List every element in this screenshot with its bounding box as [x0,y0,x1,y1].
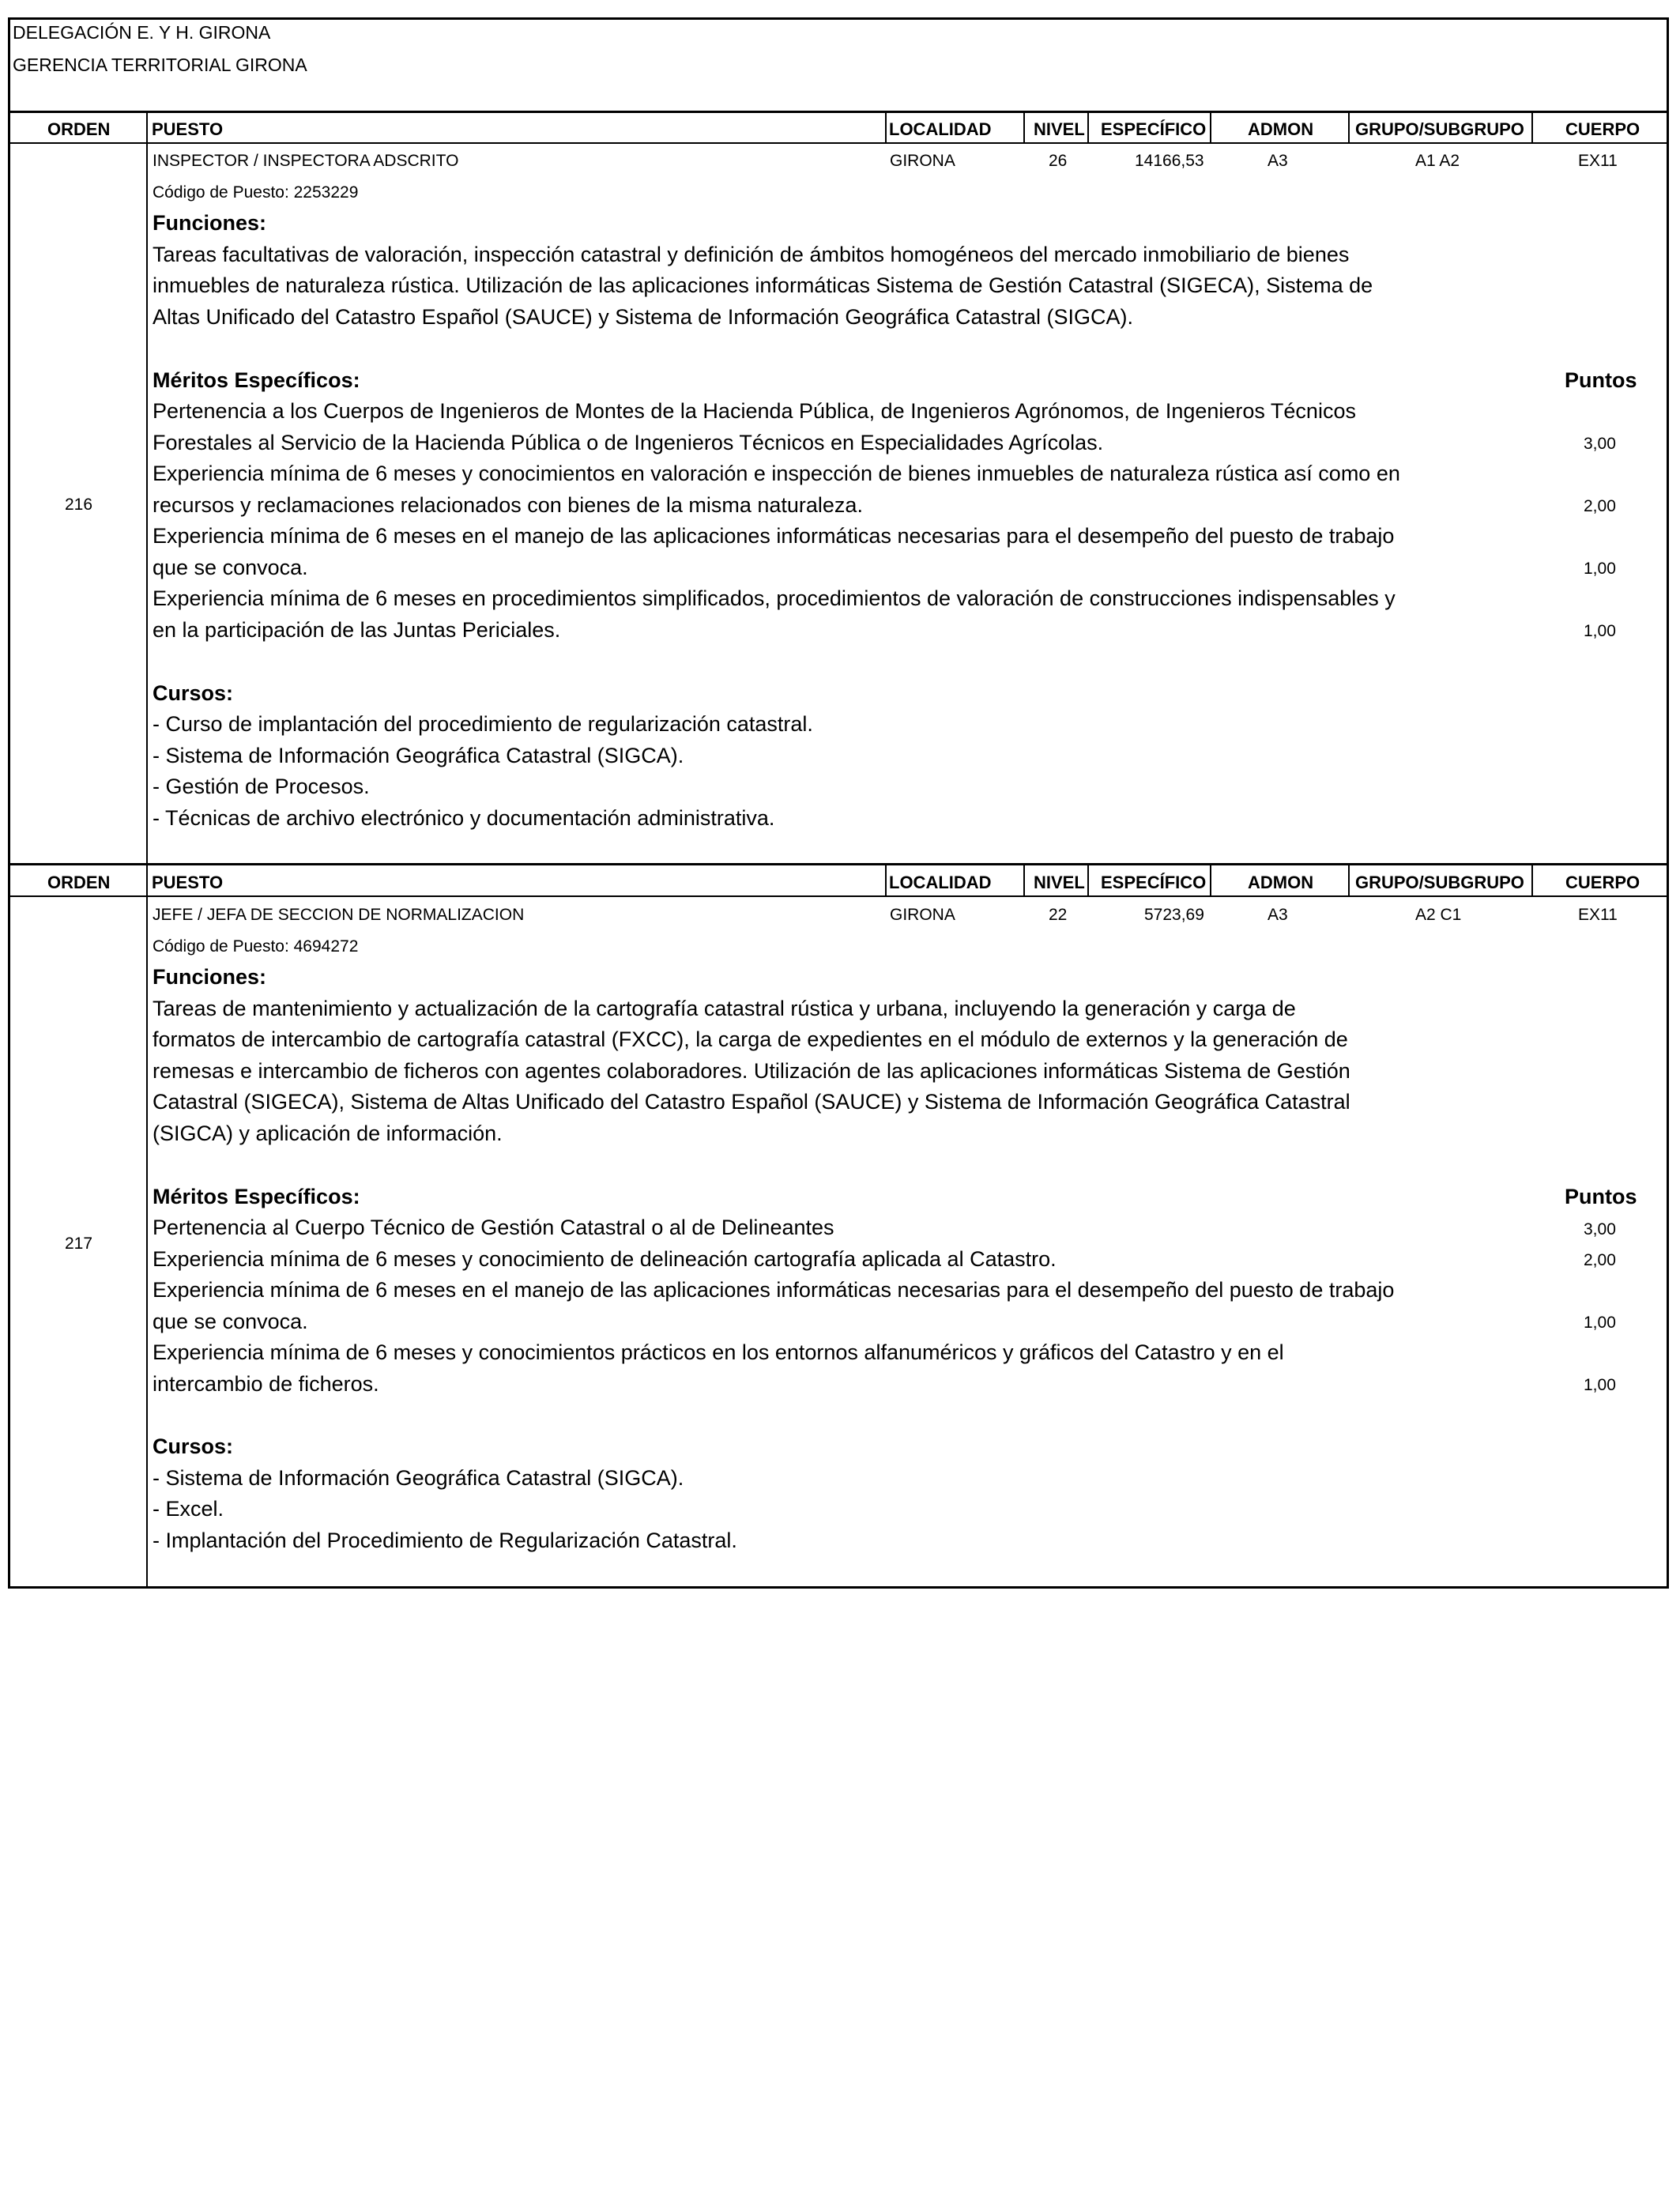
merito-puntos: 1,00 [1584,1376,1616,1394]
puntos-heading: Puntos [1565,368,1637,392]
merito-line: Pertenencia al Cuerpo Técnico de Gestión Catastral o al de Delineantes [153,1216,834,1239]
nivel-value: 26 [1049,152,1068,170]
merito-line: Experiencia mínima de 6 meses en el manejo de las aplicaciones informáticas necesarias para el desempeño del puesto de trabajo [153,1278,1395,1302]
codigo-puesto: Código de Puesto: 2253229 [153,183,359,202]
localidad-value: GIRONA [890,906,955,924]
merito-line: Experiencia mínima de 6 meses y conocimientos prácticos en los entornos alfanuméricos y gráficos del Catastro y en el [153,1340,1284,1364]
curso-item: - Curso de implantación del procedimiento de regularización catastral. [153,712,813,736]
merito-puntos: 1,00 [1584,560,1616,578]
curso-item: - Excel. [153,1497,224,1521]
cuerpo-value: EX11 [1578,906,1618,924]
header-divider [1210,863,1211,895]
col-localidad: LOCALIDAD [889,119,992,139]
cuerpo-value: EX11 [1578,152,1618,170]
funciones-line: Tareas de mantenimiento y actualización de la cartografía catastral rústica y urbana, incluyendo la generación y carga de [153,997,1296,1020]
col-especifico: ESPECÍFICO [1101,873,1207,892]
col-cuerpo: CUERPO [1565,119,1640,139]
orden-column-divider [146,863,148,1589]
col-localidad: LOCALIDAD [889,873,992,892]
funciones-line: Altas Unificado del Catastro Español (SAUCE) y Sistema de Información Geográfica Catastral (SIGCA). [153,305,1133,329]
col-nivel: NIVEL [1034,873,1085,892]
col-especifico: ESPECÍFICO [1101,119,1207,139]
funciones-line: Tareas facultativas de valoración, inspección catastral y definición de ámbitos homogéneos del mercado inmobiliario de bienes [153,243,1350,266]
curso-item: - Sistema de Información Geográfica Catastral (SIGCA). [153,744,684,767]
cursos-heading: Cursos: [153,1434,234,1458]
merito-puntos: 3,00 [1584,1220,1616,1238]
delegacion-title: DELEGACIÓN E. Y H. GIRONA [13,22,271,43]
puesto-value: INSPECTOR / INSPECTORA ADSCRITO [153,152,459,170]
col-admon: ADMON [1248,119,1314,139]
header-divider [1087,111,1089,142]
curso-item: - Sistema de Información Geográfica Catastral (SIGCA). [153,1466,684,1490]
col-puesto: PUESTO [152,873,224,892]
funciones-heading: Funciones: [153,965,267,989]
puesto-value: JEFE / JEFA DE SECCION DE NORMALIZACION [153,906,525,924]
merito-line: Experiencia mínima de 6 meses y conocimientos en valoración e inspección de bienes inmuebles de naturaleza rústica así como en [153,462,1400,485]
orden-column-divider [146,111,148,863]
col-admon: ADMON [1248,873,1314,892]
merito-puntos: 2,00 [1584,1251,1616,1269]
orden-value: 217 [65,1235,93,1253]
header-divider [1023,111,1025,142]
cursos-heading: Cursos: [153,681,234,705]
merito-line: intercambio de ficheros. [153,1372,379,1396]
curso-item: - Implantación del Procedimiento de Regularización Catastral. [153,1529,737,1552]
merito-line: recursos y reclamaciones relacionados con bienes de la misma naturaleza. [153,493,863,517]
merito-line: que se convoca. [153,1310,308,1333]
header-divider [1348,111,1350,142]
meritos-heading: Méritos Específicos: [153,368,360,392]
funciones-line: formatos de intercambio de cartografía catastral (FXCC), la carga de expedientes en el módulo de externos y la generación de [153,1027,1348,1051]
column-header-bottom-rule [8,895,1669,897]
merito-line: Experiencia mínima de 6 meses en el manejo de las aplicaciones informáticas necesarias para el desempeño del puesto de trabajo [153,524,1395,548]
merito-line: Experiencia mínima de 6 meses y conocimiento de delineación cartografía aplicada al Catastro. [153,1247,1057,1271]
funciones-heading: Funciones: [153,211,267,235]
admon-value: A3 [1268,152,1288,170]
merito-puntos: 1,00 [1584,622,1616,640]
title-divider [8,111,1669,113]
nivel-value: 22 [1049,906,1068,924]
localidad-value: GIRONA [890,152,955,170]
funciones-line: (SIGCA) y aplicación de información. [153,1122,503,1145]
meritos-heading: Méritos Específicos: [153,1185,360,1208]
admon-value: A3 [1268,906,1288,924]
header-divider [1087,863,1089,895]
header-divider [1348,863,1350,895]
col-cuerpo: CUERPO [1565,873,1640,892]
merito-line: Experiencia mínima de 6 meses en procedimientos simplificados, procedimientos de valoración de construcciones indispensables y [153,586,1396,610]
merito-puntos: 3,00 [1584,435,1616,453]
funciones-line: remesas e intercambio de ficheros con agentes colaboradores. Utilización de las aplicaciones informáticas Sistema de Gestión [153,1059,1350,1083]
especifico-value: 5723,69 [1144,906,1204,924]
grupo-value: A1 A2 [1415,152,1460,170]
header-divider [885,111,887,142]
col-grupo: GRUPO/SUBGRUPO [1355,873,1524,892]
grupo-value: A2 C1 [1415,906,1462,924]
gerencia-title: GERENCIA TERRITORIAL GIRONA [13,55,307,75]
header-divider [1531,111,1533,142]
col-orden: ORDEN [47,119,111,139]
header-divider [1210,111,1211,142]
col-orden: ORDEN [47,873,111,892]
merito-line: que se convoca. [153,556,308,579]
especifico-value: 14166,53 [1135,152,1204,170]
orden-value: 216 [65,496,93,514]
header-divider [1023,863,1025,895]
funciones-line: Catastral (SIGECA), Sistema de Altas Unificado del Catastro Español (SAUCE) y Sistema de Información Geográfica Catastral [153,1090,1350,1114]
curso-item: - Gestión de Procesos. [153,775,370,798]
merito-line: Pertenencia a los Cuerpos de Ingenieros de Montes de la Hacienda Pública, de Ingenieros Agrónomos, de Ingenieros Técnicos [153,399,1356,423]
col-nivel: NIVEL [1034,119,1085,139]
header-divider [1531,863,1533,895]
block-divider [8,863,1669,865]
funciones-line: inmuebles de naturaleza rústica. Utilización de las aplicaciones informáticas Sistema de Gestión Catastral (SIGECA), Sistema de [153,273,1373,297]
merito-puntos: 2,00 [1584,497,1616,515]
col-grupo: GRUPO/SUBGRUPO [1355,119,1524,139]
merito-line: Forestales al Servicio de la Hacienda Pública o de Ingenieros Técnicos en Especialidades Agrícolas. [153,431,1104,454]
merito-puntos: 1,00 [1584,1314,1616,1332]
col-puesto: PUESTO [152,119,224,139]
curso-item: - Técnicas de archivo electrónico y documentación administrativa. [153,806,775,830]
puntos-heading: Puntos [1565,1185,1637,1208]
column-header-bottom-rule [8,142,1669,144]
codigo-puesto: Código de Puesto: 4694272 [153,937,359,956]
header-divider [885,863,887,895]
merito-line: en la participación de las Juntas Periciales. [153,618,561,642]
